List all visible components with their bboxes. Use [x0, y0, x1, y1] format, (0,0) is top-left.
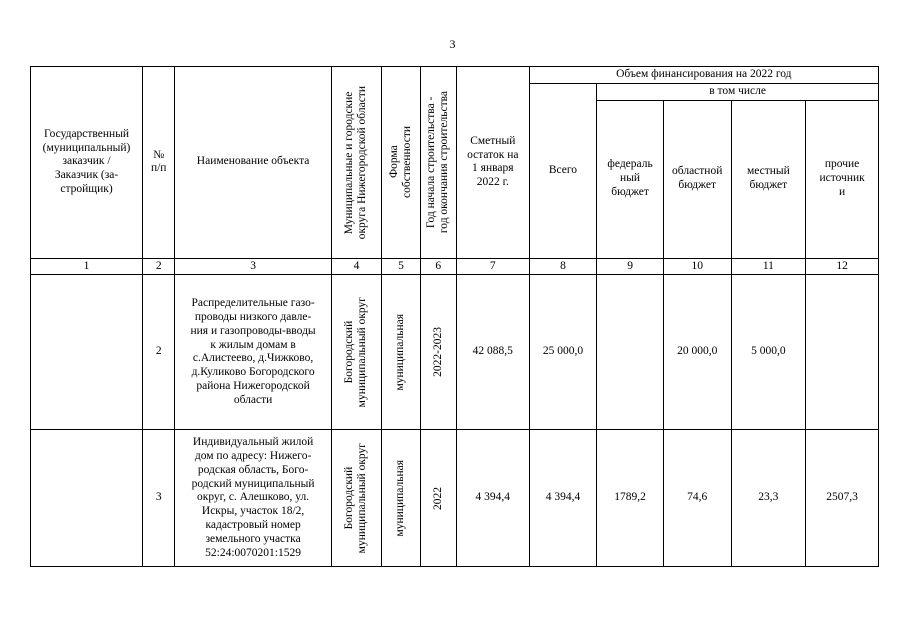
financing-table — [30, 66, 879, 567]
table-row — [31, 430, 879, 567]
page-number: 3 — [449, 37, 456, 51]
row-other — [806, 275, 879, 430]
header-regional: областной бюджет — [663, 100, 731, 258]
col-number: 9 — [597, 258, 664, 275]
header-other: прочие источник и — [806, 100, 879, 258]
row-object-name: Индивидуальный жилой дом по адресу: Нижего- родская область, Бого- родский муниципальный округ, с. Алешково, ул. Искры, участок 18/2, кадастровый номер земельного участка 52:24:0070201:1529 — [175, 430, 331, 567]
col-number: 5 — [382, 258, 420, 275]
row-estimate: 4 394,4 — [456, 430, 529, 567]
row-object-name: Распределительные газо- проводы низкого давле- ния и газопроводы-вводы к жилым домам в с.Алистеево, д.Чижково, д.Куликово Богородского района Нижегородской области — [175, 275, 331, 430]
row-municipality-text: Богородский муниципальный округ — [343, 443, 369, 554]
header-municipality — [331, 67, 381, 259]
row-local: 5 000,0 — [731, 275, 806, 430]
row-municipality — [331, 430, 381, 567]
header-municipality-text: Муниципальные и городские округа Нижегородской области — [343, 85, 369, 239]
row-years-text: 2022-2023 — [431, 327, 444, 378]
row-other: 2507,3 — [806, 430, 879, 567]
col-number: 11 — [731, 258, 806, 275]
row-num: 2 — [143, 275, 175, 430]
row-regional: 74,6 — [663, 430, 731, 567]
col-number: 3 — [175, 258, 331, 275]
header-object-name: Наименование объекта — [175, 67, 331, 259]
header-financing: Объем финансирования на 2022 год — [529, 67, 878, 84]
col-number: 10 — [663, 258, 731, 275]
header-including: в том числе — [597, 83, 879, 100]
table-row — [31, 275, 879, 430]
row-total: 25 000,0 — [529, 275, 597, 430]
col-number: 2 — [143, 258, 175, 275]
row-federal — [597, 275, 664, 430]
col-number: 8 — [529, 258, 597, 275]
row-municipality-text: Богородский муниципальный округ — [343, 297, 369, 408]
header-num: № п/п — [143, 67, 175, 259]
header-customer: Государственный (муниципальный) заказчик / Заказчик (за- стройщик) — [31, 67, 143, 259]
col-number: 6 — [420, 258, 456, 275]
header-local: местный бюджет — [731, 100, 806, 258]
row-regional: 20 000,0 — [663, 275, 731, 430]
row-federal: 1789,2 — [597, 430, 664, 567]
row-num: 3 — [143, 430, 175, 567]
column-numbers-row — [31, 258, 879, 275]
row-ownership — [382, 430, 420, 567]
col-number: 12 — [806, 258, 879, 275]
header-years — [420, 67, 456, 259]
row-municipality — [331, 275, 381, 430]
row-ownership-text: муниципальная — [394, 460, 407, 537]
col-number: 4 — [331, 258, 381, 275]
header-ownership — [382, 67, 420, 259]
row-customer — [31, 430, 143, 567]
row-ownership-text: муниципальная — [394, 314, 407, 391]
row-years — [420, 275, 456, 430]
row-customer — [31, 275, 143, 430]
row-years — [420, 430, 456, 567]
col-number: 1 — [31, 258, 143, 275]
row-ownership — [382, 275, 420, 430]
row-estimate: 42 088,5 — [456, 275, 529, 430]
row-years-text: 2022 — [431, 486, 444, 510]
header-estimate: Сметный остаток на 1 января 2022 г. — [456, 67, 529, 259]
row-total: 4 394,4 — [529, 430, 597, 567]
header-ownership-text: Форма собственности — [387, 126, 413, 199]
col-number: 7 — [456, 258, 529, 275]
header-years-text: Год начала строительства - год окончания строительства — [425, 91, 451, 234]
row-local: 23,3 — [731, 430, 806, 567]
header-total: Всего — [529, 83, 597, 258]
header-federal: федераль ный бюджет — [597, 100, 664, 258]
